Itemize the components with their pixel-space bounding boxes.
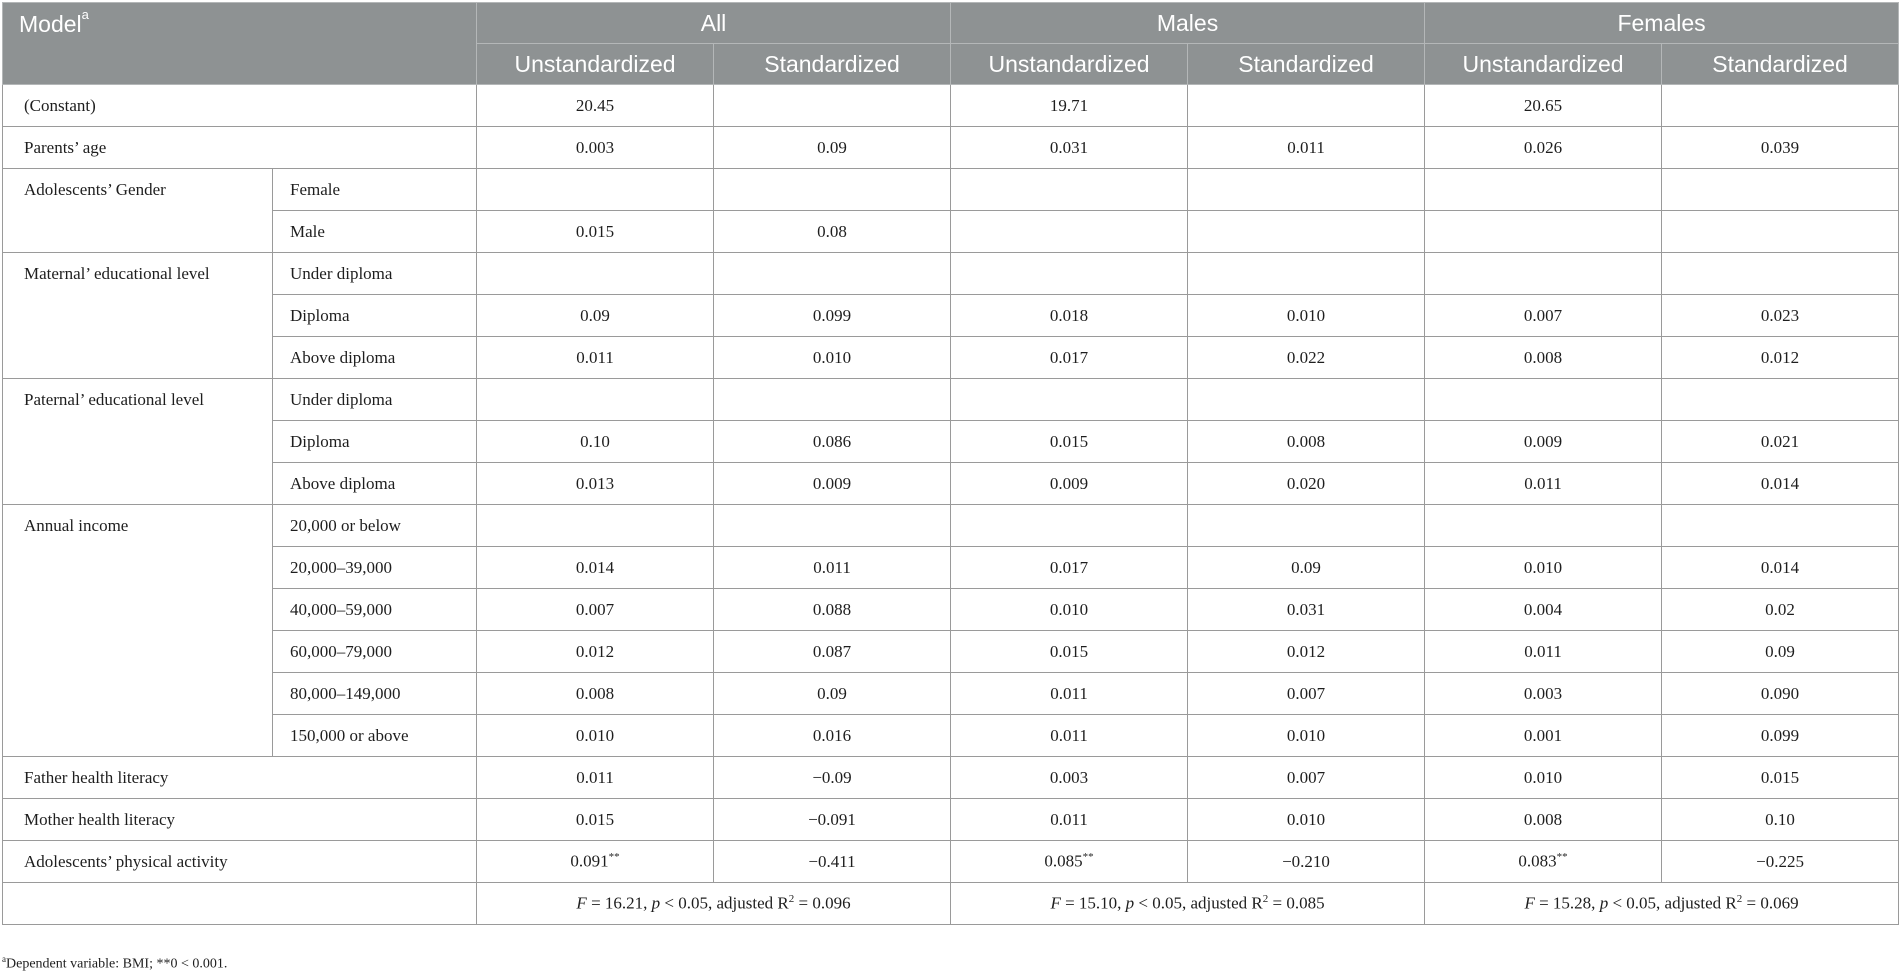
- table-row: [3, 421, 1899, 463]
- table-cell: 0.011: [951, 673, 1188, 715]
- table-cell: 0.088: [714, 589, 951, 631]
- table-cell: 0.003: [1425, 673, 1662, 715]
- row-label: Adolescents’ physical activity: [3, 841, 477, 883]
- table-cell: 0.010: [477, 715, 714, 757]
- table-cell: 0.09: [1662, 631, 1899, 673]
- row-label: 60,000–79,000: [273, 631, 477, 673]
- table-cell: [1425, 169, 1662, 211]
- table-row: [3, 631, 1899, 673]
- table-cell: [714, 85, 951, 127]
- group-label: Maternal’ educational level: [3, 253, 273, 379]
- table-cell: [1662, 253, 1899, 295]
- table-cell: 20.45: [477, 85, 714, 127]
- table-cell: [714, 253, 951, 295]
- row-label: 80,000–149,000: [273, 673, 477, 715]
- table-cell: [477, 169, 714, 211]
- table-cell: 0.009: [714, 463, 951, 505]
- table-cell: −0.091: [714, 799, 951, 841]
- row-label: 40,000–59,000: [273, 589, 477, 631]
- table-row: [3, 757, 1899, 799]
- table-cell: [951, 505, 1188, 547]
- row-label: 20,000 or below: [273, 505, 477, 547]
- table-cell: 0.010: [951, 589, 1188, 631]
- subcol-header: Standardized: [1188, 44, 1425, 85]
- table-cell: 0.086: [714, 421, 951, 463]
- table-row: [3, 841, 1899, 883]
- subcol-header: Unstandardized: [1425, 44, 1662, 85]
- row-label: Above diploma: [273, 337, 477, 379]
- table-cell: [477, 505, 714, 547]
- table-cell: 0.099: [1662, 715, 1899, 757]
- table-row: [3, 589, 1899, 631]
- table-cell: 0.012: [1188, 631, 1425, 673]
- table-row-stats: [3, 883, 1899, 925]
- table-row: [3, 337, 1899, 379]
- table-cell: [1662, 85, 1899, 127]
- table-row: [3, 799, 1899, 841]
- group-header-males: Males: [951, 3, 1425, 44]
- row-label: 150,000 or above: [273, 715, 477, 757]
- table-cell: 0.02: [1662, 589, 1899, 631]
- table-cell: 0.031: [1188, 589, 1425, 631]
- table-cell: −0.09: [714, 757, 951, 799]
- table-cell: [1188, 379, 1425, 421]
- table-row: [3, 547, 1899, 589]
- table-cell: 0.090: [1662, 673, 1899, 715]
- table-cell: 0.012: [1662, 337, 1899, 379]
- table-cell: 0.023: [1662, 295, 1899, 337]
- table-cell: 0.020: [1188, 463, 1425, 505]
- table-cell: [951, 169, 1188, 211]
- table-cell: 0.010: [1188, 799, 1425, 841]
- table-cell: 0.008: [1425, 337, 1662, 379]
- table-cell: 0.014: [477, 547, 714, 589]
- table-cell: 0.008: [1425, 799, 1662, 841]
- table-cell: 0.10: [1662, 799, 1899, 841]
- row-label: Diploma: [273, 421, 477, 463]
- subcol-header: Standardized: [714, 44, 951, 85]
- group-header-females: Females: [1425, 3, 1899, 44]
- model-fit-stats: F = 15.28, p < 0.05, adjusted $R^2 = 0.069$: [1425, 883, 1899, 925]
- table-footnote: $^a$Dependent variable: BMI; **0 < 0.001.: [2, 954, 228, 972]
- table-cell: 0.007: [1425, 295, 1662, 337]
- table-cell: 0.015: [951, 421, 1188, 463]
- table-cell: [1188, 169, 1425, 211]
- table-cell: [1662, 379, 1899, 421]
- table-row: [3, 715, 1899, 757]
- model-fit-stats: F = 15.10, p < 0.05, adjusted $R^2 = 0.085$: [951, 883, 1425, 925]
- table-cell: 0.085**: [951, 841, 1188, 883]
- table-cell: [1662, 169, 1899, 211]
- table-cell: 20.65: [1425, 85, 1662, 127]
- table-cell: [1188, 211, 1425, 253]
- table-row: [3, 127, 1899, 169]
- table-cell: 0.018: [951, 295, 1188, 337]
- regression-table: [2, 2, 1899, 925]
- table-cell: [714, 169, 951, 211]
- table-cell: 0.091**: [477, 841, 714, 883]
- table-cell: 0.083**: [1425, 841, 1662, 883]
- table-cell: [951, 211, 1188, 253]
- table-cell: [1425, 253, 1662, 295]
- table-cell: 19.71: [951, 85, 1188, 127]
- table-row: [3, 673, 1899, 715]
- table-cell: 0.012: [477, 631, 714, 673]
- table-cell: 0.08: [714, 211, 951, 253]
- table-cell: 0.001: [1425, 715, 1662, 757]
- table-row: [3, 85, 1899, 127]
- group-label: Paternal’ educational level: [3, 379, 273, 505]
- table-row: [3, 169, 1899, 211]
- table-cell: 0.09: [477, 295, 714, 337]
- table-cell: [477, 379, 714, 421]
- table-cell: 0.011: [714, 547, 951, 589]
- table-cell: [1188, 253, 1425, 295]
- model-header: Model$^a$: [3, 3, 477, 85]
- table-cell: [714, 379, 951, 421]
- model-fit-stats: F = 16.21, p < 0.05, adjusted $R^2 = 0.096$: [477, 883, 951, 925]
- table-cell: −0.210: [1188, 841, 1425, 883]
- row-label: Under diploma: [273, 379, 477, 421]
- table-cell: 0.026: [1425, 127, 1662, 169]
- table-cell: 0.015: [477, 211, 714, 253]
- table-cell: 0.016: [714, 715, 951, 757]
- table-cell: [1425, 211, 1662, 253]
- table-cell: 0.011: [477, 337, 714, 379]
- table-cell: 0.017: [951, 337, 1188, 379]
- table-cell: 0.009: [1425, 421, 1662, 463]
- row-label: Under diploma: [273, 253, 477, 295]
- table-cell: 0.09: [714, 673, 951, 715]
- table-cell: 0.022: [1188, 337, 1425, 379]
- subcol-header: Unstandardized: [477, 44, 714, 85]
- table-cell: 0.010: [1188, 295, 1425, 337]
- table-cell: [714, 505, 951, 547]
- group-header-all: All: [477, 3, 951, 44]
- table-cell: 0.009: [951, 463, 1188, 505]
- table-cell: 0.003: [477, 127, 714, 169]
- table-cell: 0.015: [951, 631, 1188, 673]
- table-cell: 0.09: [1188, 547, 1425, 589]
- table-cell: 0.007: [1188, 673, 1425, 715]
- table-cell: 0.087: [714, 631, 951, 673]
- row-label: Above diploma: [273, 463, 477, 505]
- table-cell: [1425, 505, 1662, 547]
- row-label: Female: [273, 169, 477, 211]
- row-label: Father health literacy: [3, 757, 477, 799]
- table-cell: 0.010: [1425, 547, 1662, 589]
- table-cell: 0.031: [951, 127, 1188, 169]
- table-cell: 0.011: [1425, 631, 1662, 673]
- row-label: Mother health literacy: [3, 799, 477, 841]
- table-cell: 0.011: [477, 757, 714, 799]
- row-label: (Constant): [3, 85, 477, 127]
- table-cell: 0.011: [1425, 463, 1662, 505]
- table-cell: 0.007: [477, 589, 714, 631]
- group-label: Adolescents’ Gender: [3, 169, 273, 253]
- table-cell: [1662, 211, 1899, 253]
- table-cell: [951, 379, 1188, 421]
- table-row: [3, 505, 1899, 547]
- table-cell: 0.011: [1188, 127, 1425, 169]
- table-cell: 0.015: [477, 799, 714, 841]
- table-cell: 0.003: [951, 757, 1188, 799]
- table-row: [3, 463, 1899, 505]
- table-cell: 0.008: [477, 673, 714, 715]
- table-cell: 0.010: [714, 337, 951, 379]
- table-cell: [3, 883, 477, 925]
- table-cell: 0.010: [1425, 757, 1662, 799]
- table-cell: [951, 253, 1188, 295]
- table-cell: 0.039: [1662, 127, 1899, 169]
- table-cell: 0.010: [1188, 715, 1425, 757]
- table-cell: 0.004: [1425, 589, 1662, 631]
- table-cell: [477, 253, 714, 295]
- table-row: [3, 295, 1899, 337]
- table-row: [3, 379, 1899, 421]
- row-label: Diploma: [273, 295, 477, 337]
- group-label: Annual income: [3, 505, 273, 757]
- table-cell: 0.007: [1188, 757, 1425, 799]
- table-cell: [1188, 85, 1425, 127]
- table-cell: −0.225: [1662, 841, 1899, 883]
- row-label: Male: [273, 211, 477, 253]
- table-cell: 0.013: [477, 463, 714, 505]
- table-cell: 0.014: [1662, 547, 1899, 589]
- table-cell: 0.09: [714, 127, 951, 169]
- table-cell: 0.021: [1662, 421, 1899, 463]
- subcol-header: Unstandardized: [951, 44, 1188, 85]
- table-cell: [1425, 379, 1662, 421]
- table-cell: 0.011: [951, 715, 1188, 757]
- table-row: [3, 211, 1899, 253]
- table-cell: 0.017: [951, 547, 1188, 589]
- table-cell: 0.015: [1662, 757, 1899, 799]
- table-cell: [1662, 505, 1899, 547]
- table-cell: −0.411: [714, 841, 951, 883]
- table-cell: 0.10: [477, 421, 714, 463]
- row-label: 20,000–39,000: [273, 547, 477, 589]
- subcol-header: Standardized: [1662, 44, 1899, 85]
- table-cell: 0.014: [1662, 463, 1899, 505]
- table-row: [3, 253, 1899, 295]
- table-cell: [1188, 505, 1425, 547]
- table-cell: 0.011: [951, 799, 1188, 841]
- table-cell: 0.099: [714, 295, 951, 337]
- table-cell: 0.008: [1188, 421, 1425, 463]
- row-label: Parents’ age: [3, 127, 477, 169]
